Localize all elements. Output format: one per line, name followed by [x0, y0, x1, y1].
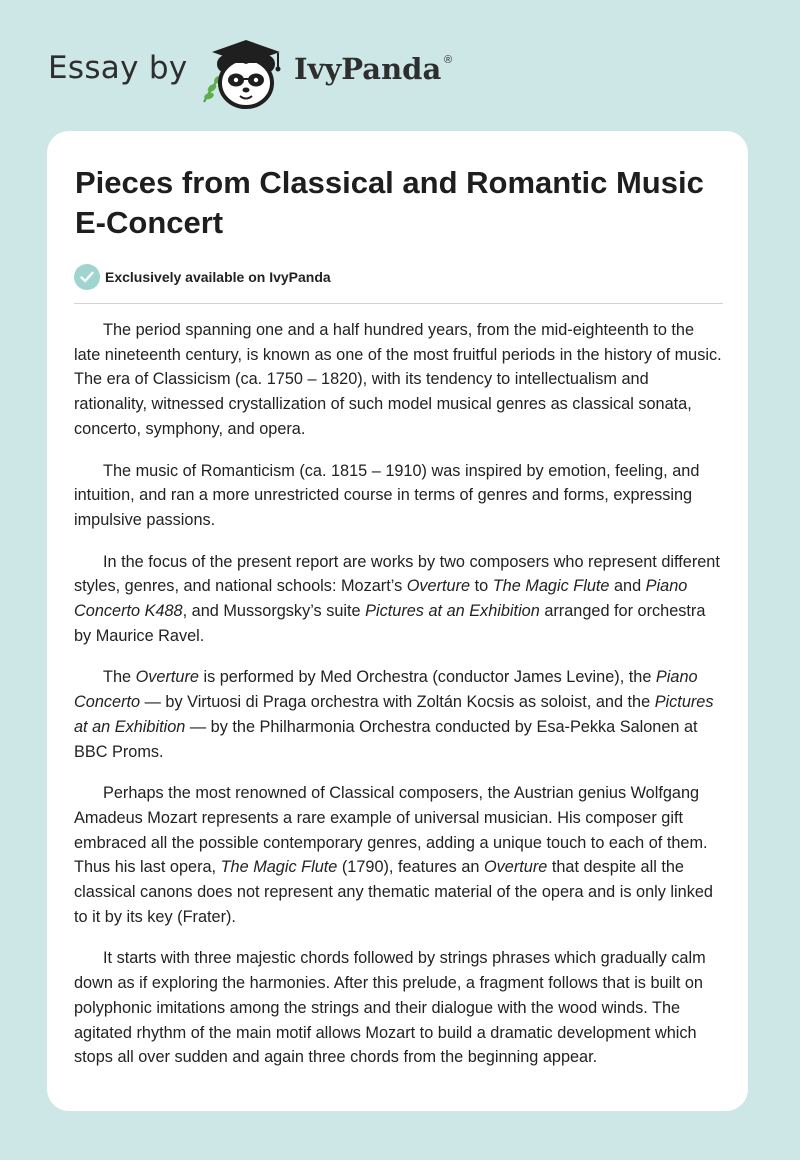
registered-mark: ® — [444, 54, 453, 66]
work-title: Piano Concerto K488 — [74, 577, 688, 621]
site-header — [0, 0, 800, 130]
work-title: Overture — [483, 858, 548, 877]
paragraph: The Overture is performed by Med Orchestra (conductor James Levine), the Piano Concerto — by Virtuosi di Praga orchestra with Zoltán Kocsis as soloist, and the Pictures at an Exhibition — by the Philharmonia Orchestra conducted by Esa-Pekka Salonen at BBC Proms. — [74, 668, 714, 761]
paragraph: In the focus of the present report are works by two composers who represent different styles, genres, and national schools: Mozart’s Overture to The Magic Flute and Piano Concerto K488, and Mussorgsky’s suite Pictures at an Exhibition arranged for orchestra by Maurice Ravel. — [74, 552, 720, 645]
brand-name[interactable]: IvyPanda — [294, 52, 442, 86]
panda-logo-icon[interactable] — [200, 36, 292, 112]
divider — [74, 303, 723, 304]
badge-text: Exclusively available on IvyPanda — [105, 269, 331, 285]
work-title: Pictures at an Exhibition — [74, 693, 714, 736]
brand-prefix: Essay by — [48, 50, 188, 86]
paragraph: The music of Romanticism (ca. 1815 – 1910) was inspired by emotion, feeling, and intuition, and ran a more unrestricted course in terms of genres and forms, expressing impulsive passions. — [74, 461, 700, 529]
work-title: Pictures at an Exhibition — [365, 602, 540, 621]
work-title: Overture — [406, 577, 471, 596]
paragraph: The period spanning one and a half hundred years, from the mid-eighteenth to the late nineteenth century, is known as one of the most fruitful periods in the history of music. The era of Classicism (ca. 1750 – 1820), with its tendency to intellectualism and rationality, witnessed crystallization of such model musical genres as classical sonata, concerto, symphony, and opera. — [74, 321, 722, 438]
essay-body — [74, 318, 724, 1087]
paragraph: It starts with three majestic chords followed by strings phrases which gradually calm down as if exploring the harmonies. After this prelude, a fragment follows that is built on polyphonic imitations among the strings and their dialogue with the wood winds. The agitated rhythm of the main motif allows Mozart to build a dramatic development which stops all over sudden and again three chords from the beginning appear. — [74, 949, 706, 1067]
work-title: The Magic Flute — [492, 577, 610, 596]
paragraph: Perhaps the most renowned of Classical composers, the Austrian genius Wolfgang Amadeus Mozart represents a rare example of universal musician. His composer gift embraced all the possible contemporary genres, adding a unique touch to each of them. Thus his last opera, The Magic Flute (1790), features an Overture that despite all the classical canons does not represent any thematic material of the opera and is only linked to it by its key (Frater). — [74, 784, 713, 926]
essay-card — [47, 131, 748, 1111]
work-title: The Magic Flute — [220, 858, 338, 877]
check-icon — [74, 264, 100, 290]
work-title: Overture — [135, 668, 199, 687]
page-title: Pieces from Classical and Romantic Music E-Concert — [75, 165, 704, 240]
work-title: Piano Concerto — [74, 668, 698, 712]
